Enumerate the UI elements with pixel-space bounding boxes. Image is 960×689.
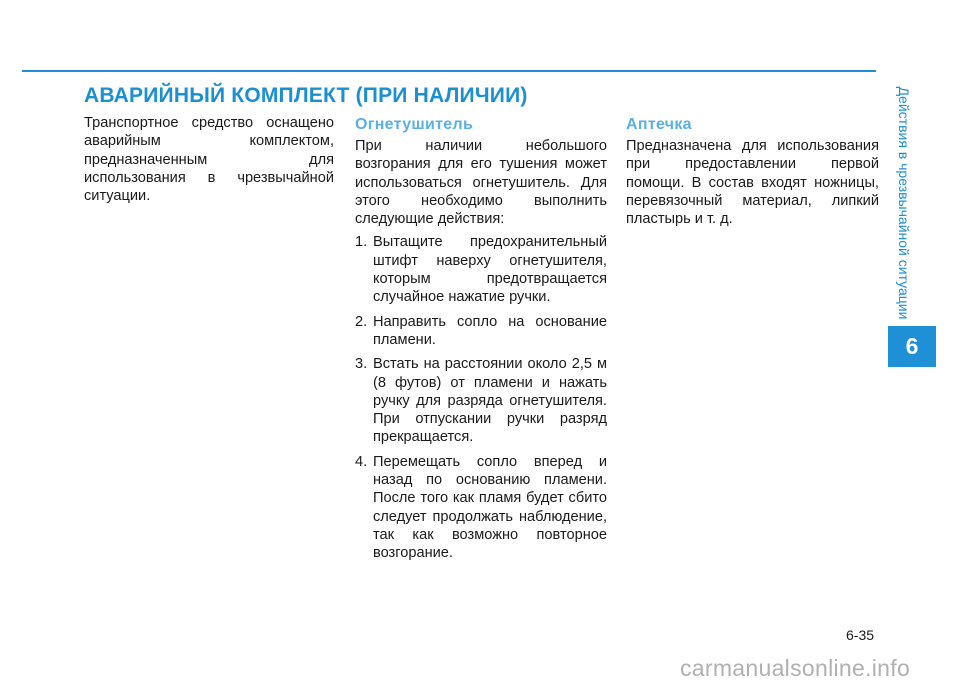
sidebar-section-label: Действия в чрезвычайной ситуации <box>896 86 912 320</box>
chapter-tab: 6 <box>888 326 936 367</box>
first-aid-column <box>626 114 879 228</box>
intro-paragraph: Транспортное средство оснащено аварийным комплектом, предназначенным для использования в чрезвычайной ситуации. <box>84 115 334 205</box>
step-number: 3. <box>355 356 368 373</box>
step-text: Встать на расстоянии около 2,5 м (8 футов) от пламени и нажать ручку для разряда огнетушителя. При отпускании ручки разряд прекращается. <box>373 356 607 446</box>
step-number: 1. <box>355 234 368 251</box>
extinguisher-heading: Огнетушитель <box>355 116 474 133</box>
extinguisher-column <box>355 114 607 569</box>
step-item <box>355 313 607 350</box>
step-number: 4. <box>355 453 368 470</box>
top-divider <box>22 70 876 72</box>
step-text: Вытащите предохранительный штифт наверху огнетушителя, которым предотвращается случайное нажатие ручки. <box>373 234 607 306</box>
step-item <box>355 233 607 306</box>
step-text: Направить сопло на основание пламени. <box>373 313 607 348</box>
intro-column <box>84 114 334 205</box>
page-title: АВАРИЙНЫЙ КОМПЛЕКТ (ПРИ НАЛИЧИИ) <box>84 84 528 107</box>
extinguisher-steps <box>355 233 607 562</box>
sidebar-section-title <box>889 86 919 320</box>
watermark: carmanualsonline.info <box>680 655 911 681</box>
page-number: 6-35 <box>846 627 875 643</box>
first-aid-heading: Аптечка <box>626 116 692 133</box>
step-item <box>355 453 607 563</box>
step-number: 2. <box>355 313 368 330</box>
first-aid-paragraph: Предназначена для использования при предоставлении первой помощи. В состав входят ножницы, перевязочный материал, липкий пластырь и т. д. <box>626 138 879 228</box>
extinguisher-intro: При наличии небольшого возгорания для его тушения может использоваться огнетушитель. Для этого необходимо выполнить следующие действия: <box>355 138 607 228</box>
step-item <box>355 355 607 446</box>
step-text: Перемещать сопло вперед и назад по основанию пламени. После того как пламя будет сбито следует продолжать наблюдение, так как возможно повторное возгорание. <box>373 453 607 562</box>
